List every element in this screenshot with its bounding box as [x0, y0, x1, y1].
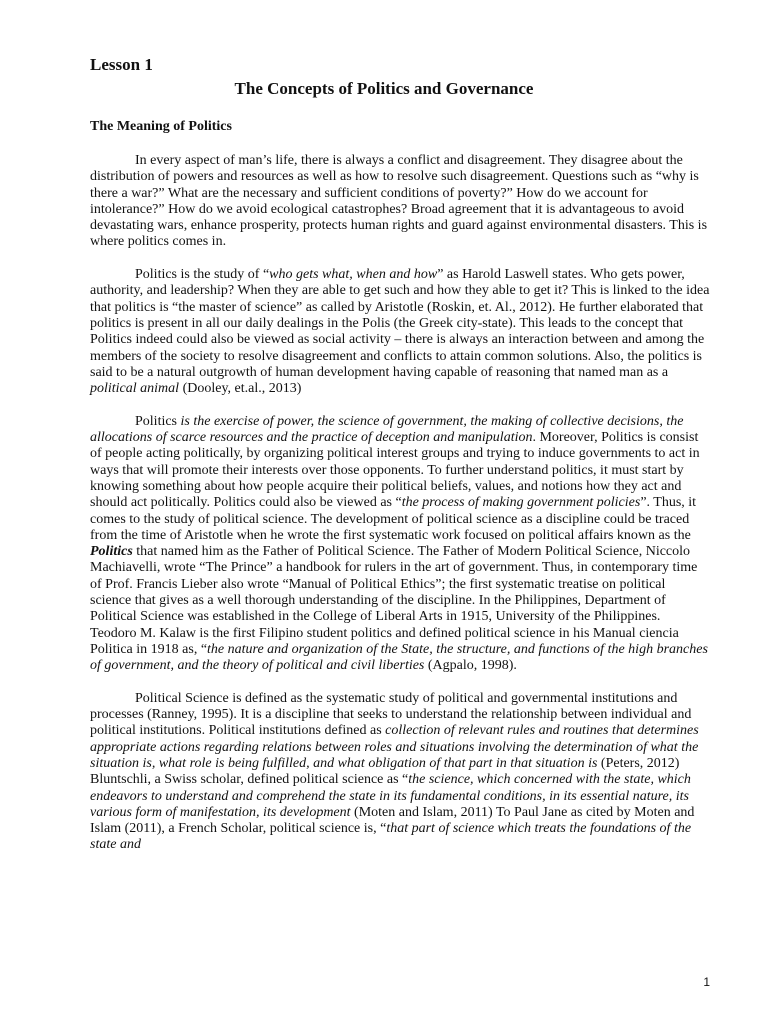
text-run: ” as Harold Laswell states. Who gets power, authority, and leadership? When they are able to get such and how they able to get it? This is linked to the idea that politics is “the master of science” as called by Aristotle (Roskin, et. Al., 2012). He further elaborated that politics is present in all our daily dealings in the Polis (the Greek city-state). This leads to the concept that Politics indeed could also be viewed as social activity – there is always an interaction between and among the members of the society to resolve disagreement and conflicts to attain common solutions. Also, the politics is said to be a natural outgrowth of human development having capable of reasoning that named man as a [90, 267, 710, 380]
text-run: Politics is the study of “ [135, 267, 270, 283]
paragraph-2 [90, 267, 710, 397]
text-run: (Agpalo, 1998). [424, 658, 517, 674]
text-run: ”. Thus, it comes to the study of political science. The development of political science as a discipline could be traced from the time of Aristotle when he wrote the first systematic work focused on political affairs known as the [90, 495, 697, 543]
text-run: Politics [135, 413, 181, 429]
text-run: that part of science which treats the foundations of the state and [90, 821, 692, 853]
text-run: (Moten and Islam, 2011) To Paul Jane as cited by Moten and Islam (2011), a French Scholar, political science is, “ [90, 804, 695, 837]
body-text [90, 153, 710, 854]
text-run: . Moreover, Politics is consist of people acting politically, by organizing political interest groups and trying to induce governments to act in ways that will promote their interests over those opponents. To further understand politics, it must start by knowing something about how people acquire their political beliefs, values, and notions how they act and should act politically. Politics could also be viewed as “ [90, 430, 700, 511]
paragraph-1 [90, 153, 710, 251]
page-number: 1 [703, 975, 710, 989]
text-run: the nature and organization of the State, the structure, and functions of the high branches of government, and the theory of political and civil liberties [90, 641, 708, 674]
paragraph-4 [90, 691, 710, 854]
page-title: The Concepts of Politics and Governance [234, 79, 534, 98]
text-run: Political Science is defined as the systematic study of political and governmental institutions and processes (Ranney, 1995). It is a discipline that seeks to understand the relationship between individual and political institutions. Political institutions defined as [90, 690, 692, 739]
text-run: political animal [90, 381, 180, 397]
text-run: that named him as the Father of Political Science. The Father of Modern Political Science, Niccolo Machiavelli, wrote “The Prince” a handbook for rulers in the art of government. Thus, in contemporary time of Prof. Francis Lieber also wrote “Manual of Political Ethics”; the first systematic treatise on political science that gives as a well thorough understanding of the discipline. In the Philippines, Department of Political Science was established in the College of Liberal Arts in 1915, University of the Philippines. Teodoro M. Kalaw is the first Filipino student politics and defined political science in his Manual ciencia Politica in 1918 as, “ [90, 544, 698, 657]
text-run: (Peters, 2012) Bluntschli, a Swiss scholar, defined political science as “ [90, 755, 680, 788]
lesson-label: Lesson 1 [90, 55, 153, 74]
text-run: collection of relevant rules and routines that determines appropriate actions regarding relations between roles and situations involving the determination of what the situation is, what role is being fulfilled, and what obligation of that part in that situation is [90, 723, 699, 771]
paragraph-3 [90, 414, 710, 675]
text-run: the process of making government policies [401, 495, 641, 511]
text-run: is the exercise of power, the science of government, the making of collective decisions, the allocations of scarce resources and the practice of deception and manipulation [90, 413, 684, 446]
text-run: who gets what, when and how [269, 267, 438, 283]
section-heading: The Meaning of Politics [90, 119, 232, 134]
text-run: Politics [90, 544, 133, 560]
text-run: the science, which concerned with the state, which endeavors to understand and comprehend the state in its fundamental conditions, in its essential nature, its various form of manifestation, its development [90, 772, 691, 820]
text-run: In every aspect of man’s life, there is always a conflict and disagreement. They disagree about the distribution of powers and resources as well as how to resolve such disagreement. Questions such as “why is there a war?” What are the necessary and sufficient conditions of poverty?” How do we account for intolerance?” How do we avoid ecological catastrophes? Broad agreement that it is advantageous to avoid devastating wars, enhance prosperity, protects human rights and guard against environmental disasters. This is where politics comes in. [90, 153, 708, 250]
text-run: (Dooley, et.al., 2013) [179, 381, 302, 397]
